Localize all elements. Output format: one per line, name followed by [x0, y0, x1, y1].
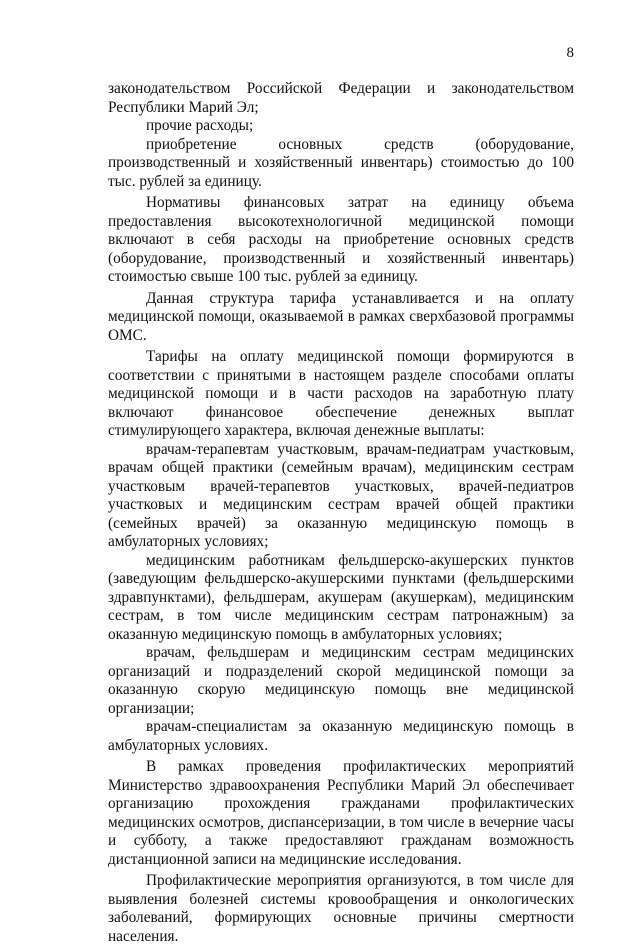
page-number: 8: [566, 45, 574, 61]
paragraph-high-tech-care-norms: Нормативы финансовых затрат на единицу объема предоставления высокотехнологичной медицинской помощи включают в себя расходы на приобретение основных средств (оборудование, производственный и хозяйственный инвентарь) стоимостью свыше 100 тыс. рублей за единицу.: [108, 194, 574, 285]
document-body: [108, 80, 574, 946]
paragraph-emergency-care: врачам, фельдшерам и медицинским сестрам медицинских организаций и подразделений скорой медицинской помощи за оказанную скорую медицинскую помощь вне медицинской организации;: [108, 644, 574, 717]
paragraph-fixed-assets-purchase: приобретение основных средств (оборудование, производственный и хозяйственный инвентарь) стоимостью до 100 тыс. рублей за единицу.: [108, 135, 574, 190]
paragraph-paramedic-stations: медицинским работникам фельдшерско-акушерских пунктов (заведующим фельдшерско-акушерскими пунктами (фельдшерскими здравпунктами), фельдшерам, акушерам (акушеркам), медицинским сестрам, в том числе медицинским сестрам патронажным) за оказанную медицинскую помощь в амбулаторных условиях;: [108, 551, 574, 643]
paragraph-tariff-structure: Данная структура тарифа устанавливается и на оплату медицинской помощи, оказываемой в рамках сверхбазовой программы ОМС.: [108, 289, 574, 344]
paragraph-preventive-organization: Профилактические мероприятия организуются, в том числе для выявления болезней системы кровообращения и онкологических заболеваний, формирующих основные причины смертности населения.: [108, 872, 574, 945]
paragraph-other-expenses: прочие расходы;: [146, 117, 254, 134]
paragraph-preventive-measures: В рамках проведения профилактических мероприятий Министерство здравоохранения Республики Марий Эл обеспечивает организацию прохождения гражданами профилактических медицинских осмотров, диспансеризации, в том числе в вечерние часы и субботу, а также предоставляют гражданам возможность дистанционной записи на медицинские исследования.: [108, 758, 574, 868]
paragraph-continuation: законодательством Российской Федерации и законодательством Республики Марий Эл;: [108, 80, 574, 116]
paragraph-specialists: врачам-специалистам за оказанную медицинскую помощь в амбулаторных условиях.: [108, 718, 574, 754]
paragraph-district-doctors: врачам-терапевтам участковым, врачам-педиатрам участковым, врачам общей практики (семейным врачам), медицинским сестрам участковым врачей-терапевтов участковых, врачей-педиатров участковых и медицинским сестрам врачей общей практики (семейных врачей) за оказанную медицинскую помощь в амбулаторных условиях;: [108, 440, 574, 550]
paragraph-tariffs-formation: Тарифы на оплату медицинской помощи формируются в соответствии с принятыми в настоящем разделе способами оплаты медицинской помощи и в части расходов на заработную плату включают финансовое обеспечение денежных выплат стимулирующего характера, включая денежные выплаты:: [108, 348, 574, 439]
